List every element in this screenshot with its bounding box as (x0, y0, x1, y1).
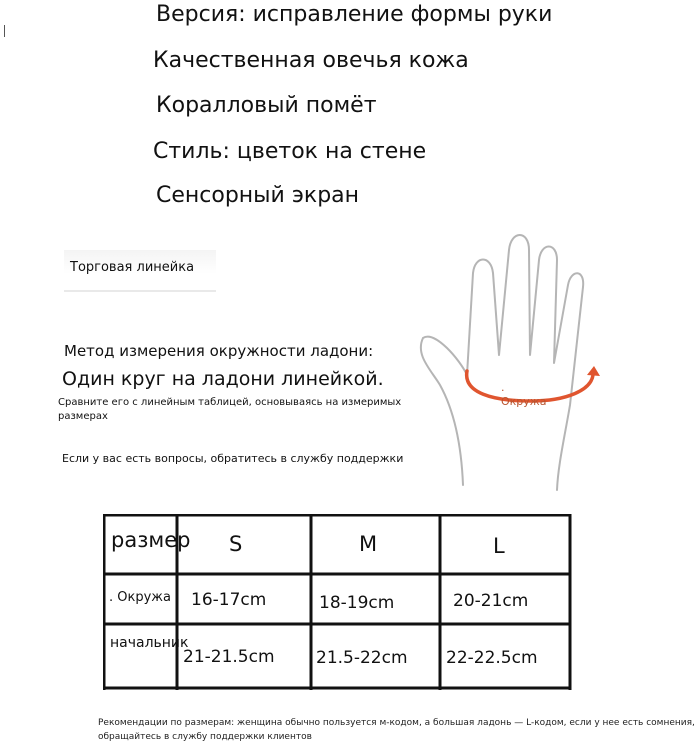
feature-touchscreen: Сенсорный экран (156, 183, 360, 208)
measure-arrow-head (587, 366, 600, 376)
ruler-tag-label: Торговая линейка (70, 260, 195, 275)
l-circumference: 20-21cm (453, 591, 529, 611)
hand-diagram (405, 225, 605, 495)
edge-mark (4, 25, 5, 37)
size-l-header: L (493, 534, 505, 558)
feature-coral: Коралловый помёт (156, 93, 377, 118)
m-length: 21.5-22cm (316, 648, 408, 668)
size-m-header: M (359, 532, 378, 556)
method-compare: Сравните его с линейным таблицей, основываясь на измеримых размерах (58, 397, 402, 422)
method-instruction: Один круг на ладони линейкой. (62, 368, 384, 390)
row-circumference-label: . Окружа (109, 590, 171, 605)
hand-outline (421, 235, 583, 490)
ruler-tag (64, 250, 216, 292)
feature-version: Версия: исправление формы руки (156, 2, 553, 27)
row-length-label: начальник (110, 635, 189, 651)
l-length: 22-22.5cm (446, 648, 538, 668)
size-recommendation: Рекомендации по размерам: женщина обычно пользуется м-кодом, а большая ладонь — L-кодом, если у нее есть сомнения, обращайтесь в службу поддержки клиентов (98, 718, 695, 742)
feature-style: Стиль: цветок на стене (153, 139, 427, 164)
m-circumference: 18-19cm (319, 593, 395, 613)
support-note: Если у вас есть вопросы, обратитесь в службу поддержки (62, 452, 404, 465)
s-circumference: 16-17cm (191, 590, 267, 610)
s-length: 21-21.5cm (183, 647, 275, 667)
hand-circumference-label: . Окружа (501, 381, 547, 408)
size-header-label: размер (111, 528, 191, 552)
feature-leather: Качественная овечья кожа (153, 48, 469, 73)
size-table (103, 514, 573, 690)
size-s-header: S (229, 532, 243, 556)
method-title: Метод измерения окружности ладони: (64, 342, 374, 360)
